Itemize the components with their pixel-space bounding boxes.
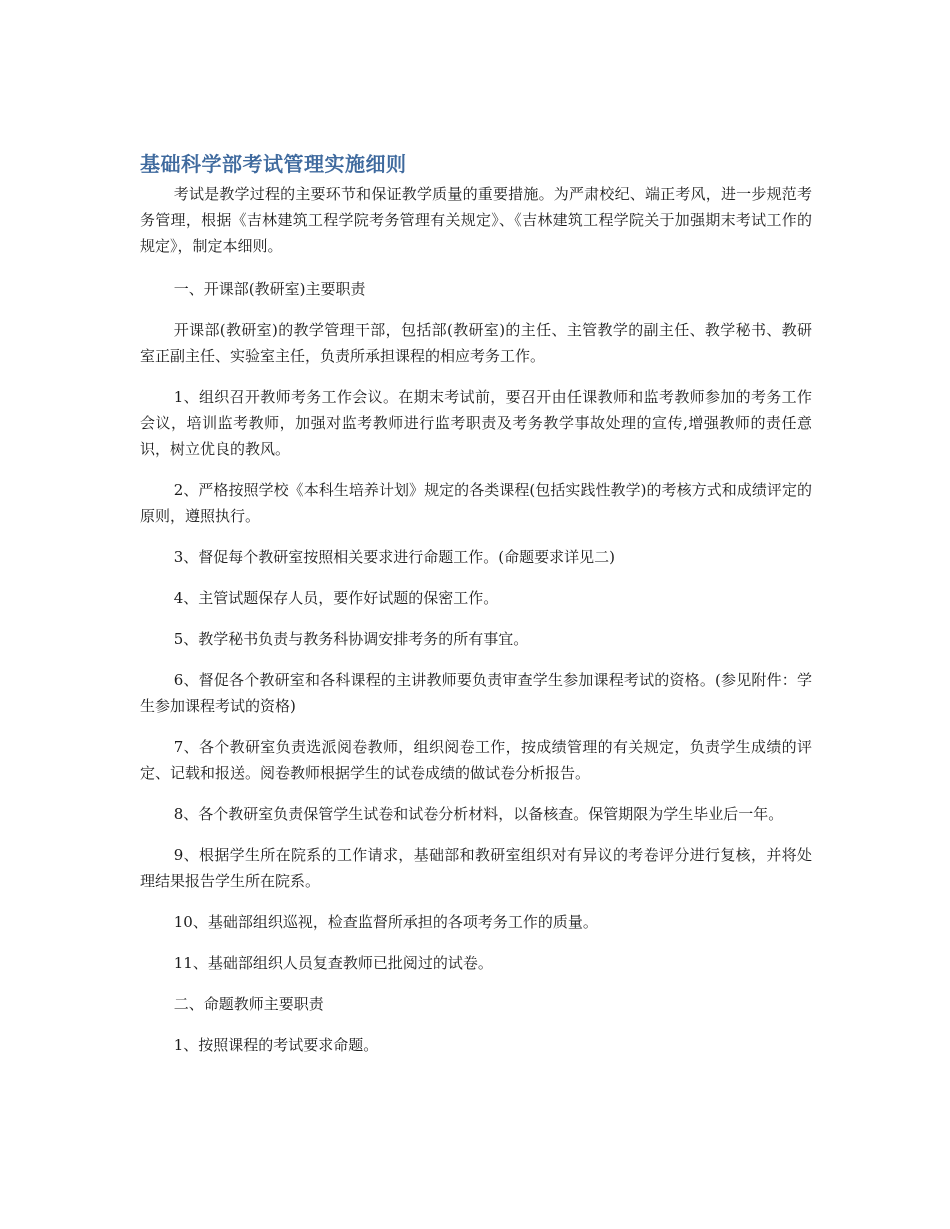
list-item: 9、根据学生所在院系的工作请求，基础部和教研室组织对有异议的考卷评分进行复核，并将处理结果报告学生所在院系。 xyxy=(140,846,812,890)
list-item: 8、各个教研室负责保管学生试卷和试卷分析材料，以备核查。保管期限为学生毕业后一年。 xyxy=(173,805,784,823)
list-item: 1、组织召开教师考务工作会议。在期末考试前，要召开由任课教师和监考教师参加的考务工作会议，培训监考教师，加强对监考教师进行监考职责及考务教学事故处理的宣传,增强教师的责任意识，树立优良的教风。 xyxy=(140,388,812,458)
list-item: 7、各个教研室负责选派阅卷教师，组织阅卷工作，按成绩管理的有关规定，负责学生成绩的评定、记载和报送。阅卷教师根据学生的试卷成绩的做试卷分析报告。 xyxy=(140,738,812,782)
document-body xyxy=(140,181,812,1073)
list-item: 1、按照课程的考试要求命题。 xyxy=(173,1036,379,1054)
intro-paragraph: 考试是教学过程的主要环节和保证教学质量的重要措施。为严肃校纪、端正考风，进一步规范考务管理，根据《吉林建筑工程学院考务管理有关规定》、《吉林建筑工程学院关于加强期末考试工作的规定》，制定本细则。 xyxy=(140,185,812,255)
list-item: 6、督促各个教研室和各科课程的主讲教师要负责审查学生参加课程考试的资格。(参见附件：学生参加课程考试的资格) xyxy=(140,671,812,715)
document-title: 基础科学部考试管理实施细则 xyxy=(140,152,407,176)
list-item: 3、督促每个教研室按照相关要求进行命题工作。(命题要求详见二) xyxy=(173,548,616,566)
list-item: 2、严格按照学校《本科生培养计划》规定的各类课程(包括实践性教学)的考核方式和成绩评定的原则，遵照执行。 xyxy=(140,481,812,525)
paragraph: 开课部(教研室)的教学管理干部，包括部(教研室)的主任、主管教学的副主任、教学秘书、教研室正副主任、实验室主任，负责所承担课程的相应考务工作。 xyxy=(140,321,812,365)
list-item: 4、主管试题保存人员，要作好试题的保密工作。 xyxy=(173,589,499,607)
list-item: 10、基础部组织巡视，检查监督所承担的各项考务工作的质量。 xyxy=(173,913,598,931)
list-item: 5、教学秘书负责与教务科协调安排考务的所有事宜。 xyxy=(173,630,529,648)
list-item: 11、基础部组织人员复查教师已批阅过的试卷。 xyxy=(173,954,493,972)
section-heading-2: 二、命题教师主要职责 xyxy=(173,995,324,1013)
section-heading-1: 一、开课部(教研室)主要职责 xyxy=(173,280,366,298)
